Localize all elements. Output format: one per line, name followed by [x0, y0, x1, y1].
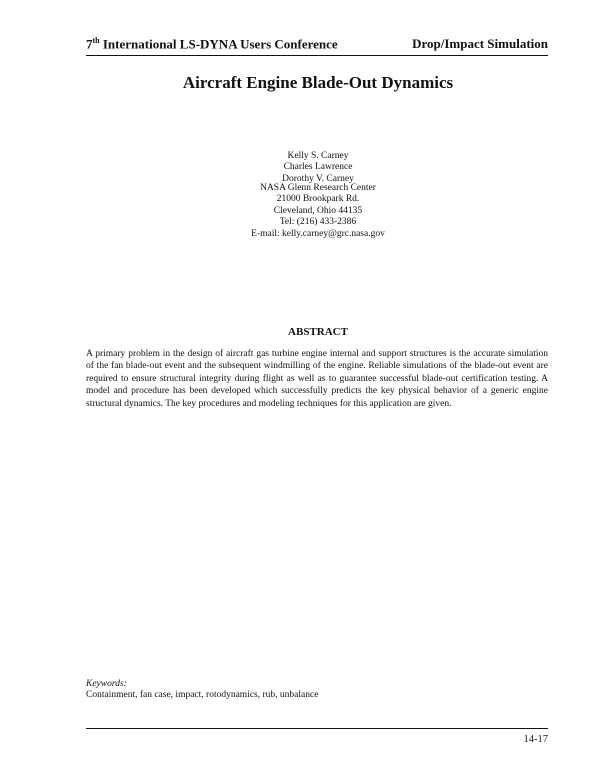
email: E-mail: kelly.carney@grc.nasa.gov [251, 228, 385, 239]
affiliation-line: Tel: (216) 433-2386 [279, 217, 357, 228]
page-number: 14-17 [523, 734, 548, 745]
footer-rule [86, 728, 548, 729]
paper-title: Aircraft Engine Blade-Out Dynamics [182, 73, 454, 92]
affiliation-line: NASA Glenn Research Center [260, 183, 376, 193]
affiliation [0, 183, 600, 240]
abstract-heading: ABSTRACT [288, 326, 348, 338]
author: Dorothy V. Carney [282, 173, 354, 184]
abstract-text: A primary problem in the design of aircraft gas turbine engine internal and support structures is the accurate simulation of the fan blade-out event and the subsequent windmilling of the engine. Reliable simulations of the blade-out event are required to ensure structural integrity during flight as well as to guarantee successful blade-out certification testing. A model and procedure has been developed which successfully predicts the key physical behavior of a generic engine structural dynamics. The key procedures and modeling techniques for this application are given. [86, 349, 548, 409]
author-list [0, 151, 600, 185]
keywords-text: Containment, fan case, impact, rotodynamics, rub, unbalance [86, 690, 319, 700]
affiliation-line: 21000 Brookpark Rd. [276, 194, 360, 205]
running-header-conference [86, 36, 338, 52]
conference-name: International LS-DYNA Users Conference [99, 36, 338, 52]
keywords-heading: Keywords: [86, 679, 127, 689]
author: Kelly S. Carney [287, 151, 349, 161]
affiliation-line: Cleveland, Ohio 44135 [273, 205, 363, 216]
ordinal-suffix: th [92, 36, 100, 45]
ordinal: 7 [86, 36, 93, 52]
header-rule [86, 55, 548, 56]
author: Charles Lawrence [283, 162, 353, 173]
running-header-section: Drop/Impact Simulation [412, 36, 548, 51]
